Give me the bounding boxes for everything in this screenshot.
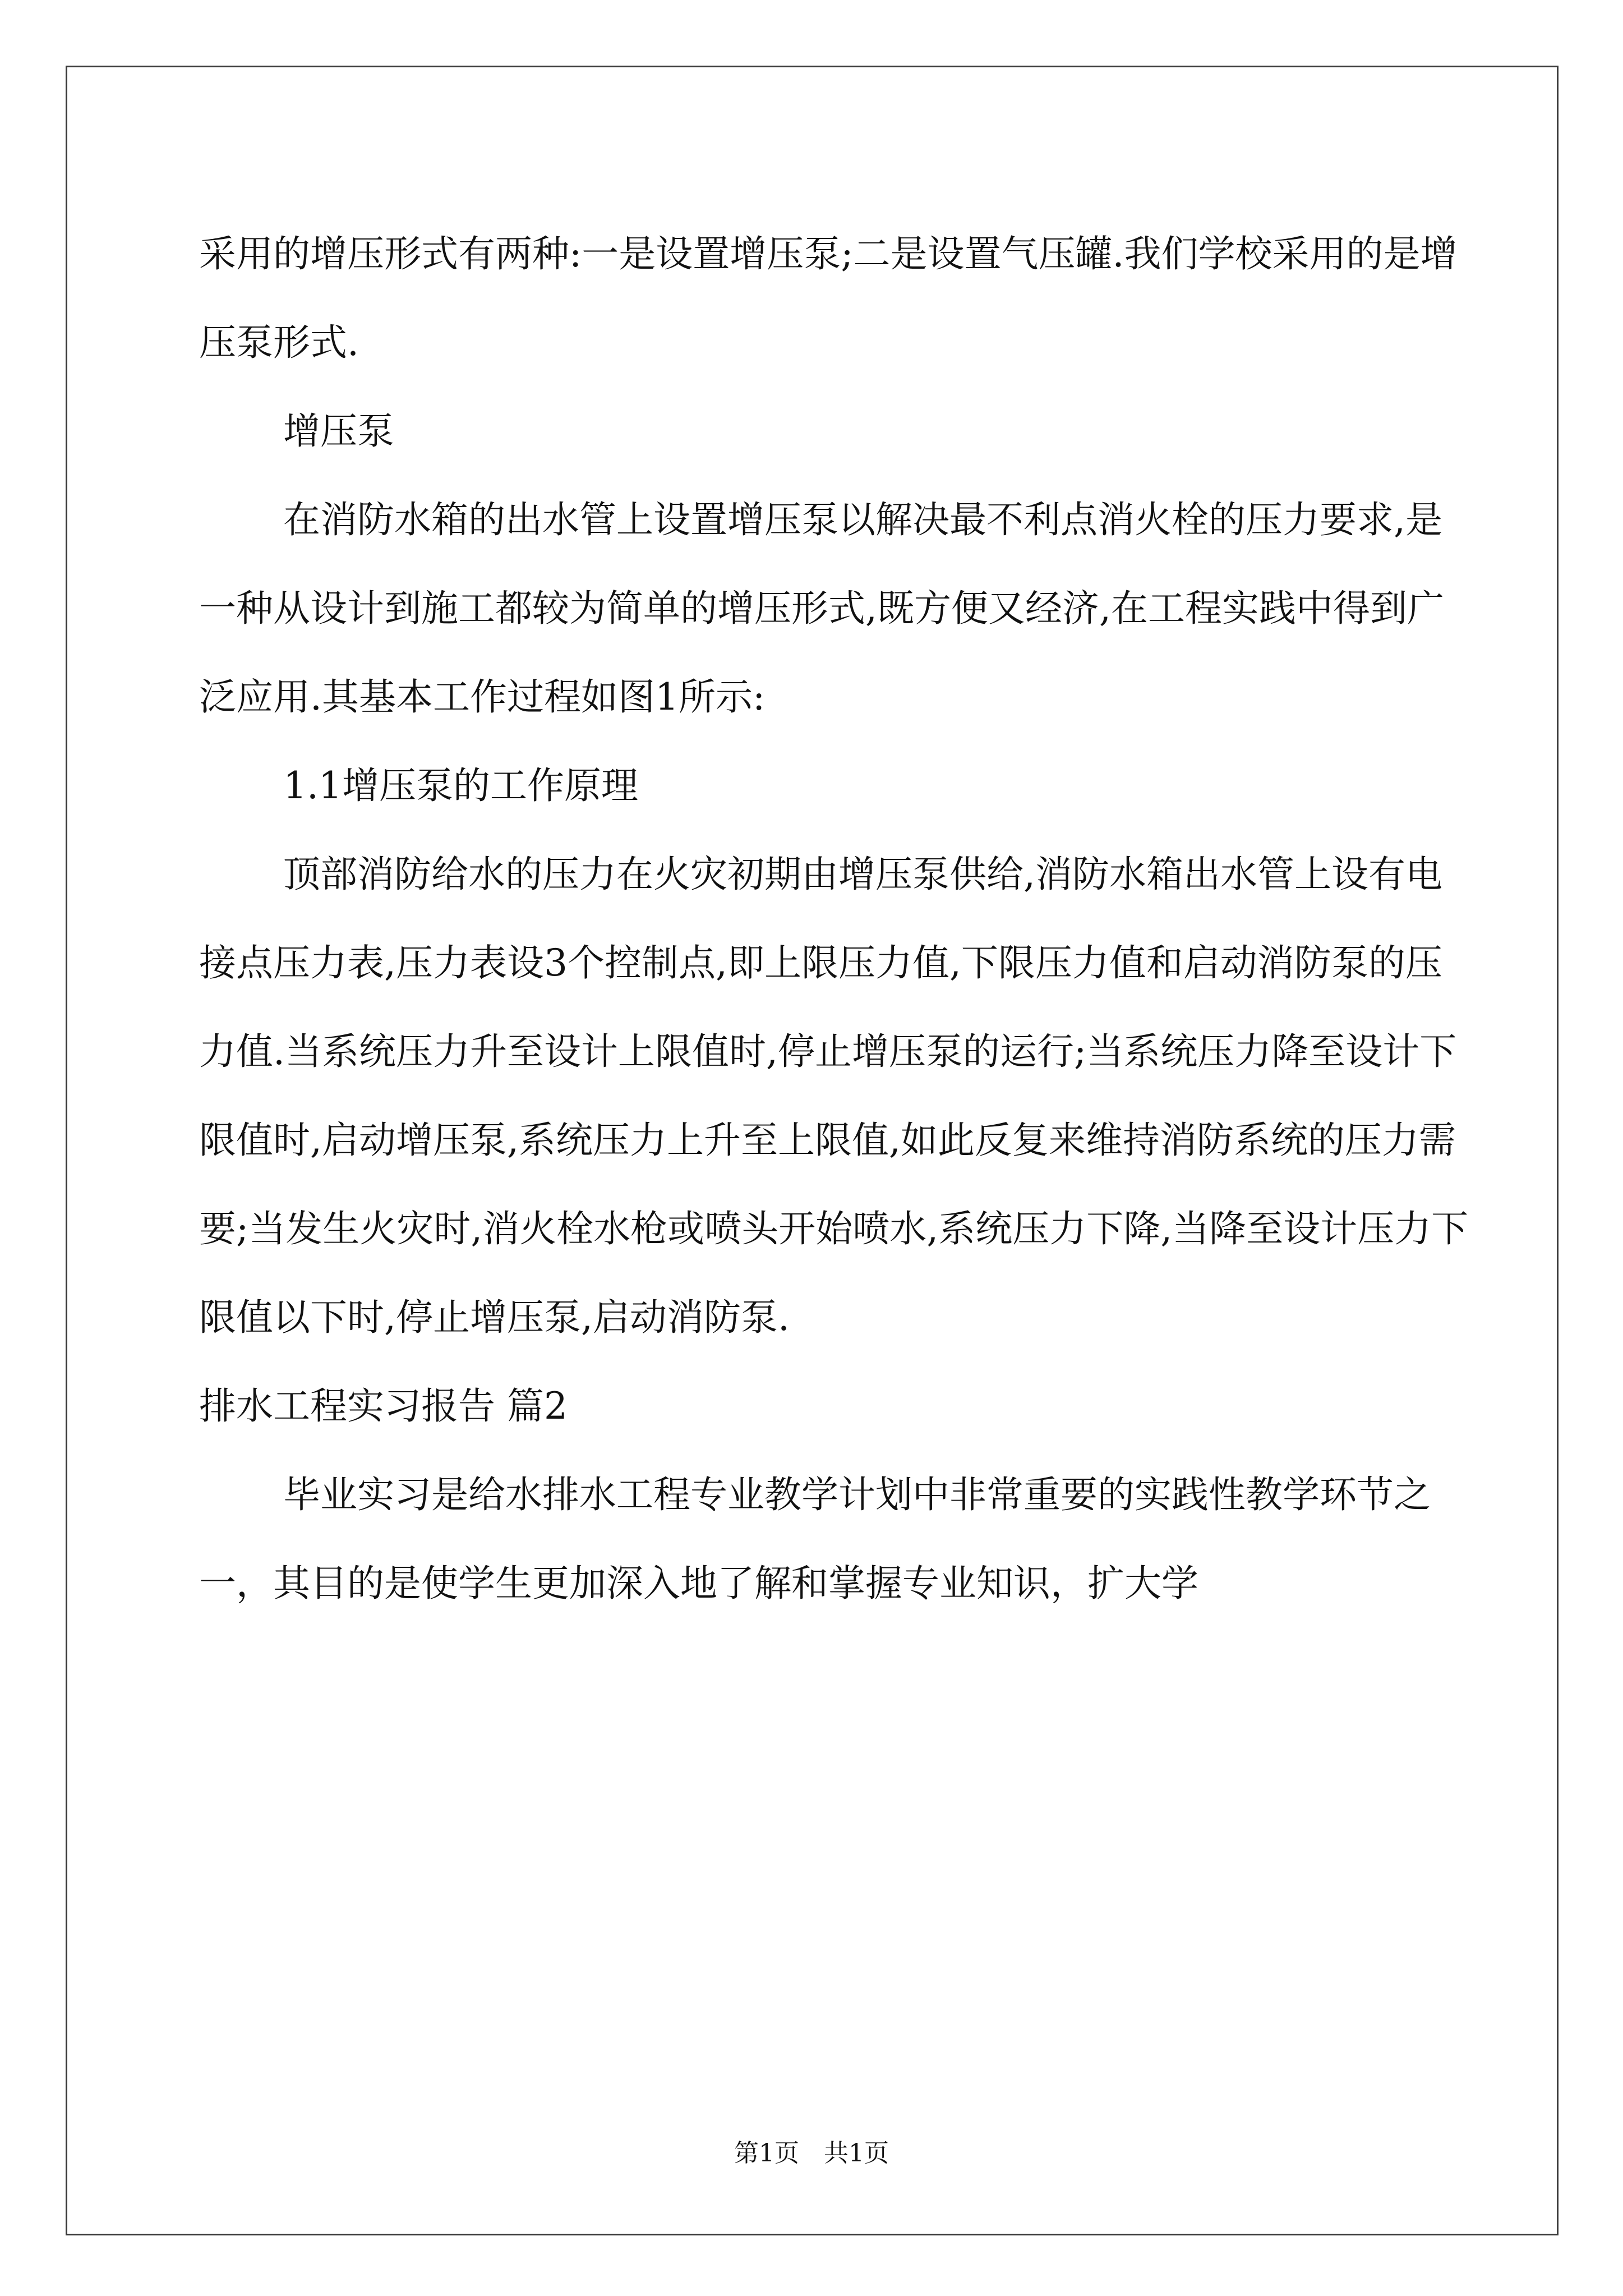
document-body xyxy=(199,210,1472,1628)
paragraph-boost-pump-intro: 在消防水箱的出水管上设置增压泵以解决最不利点消火栓的压力要求,是一种从设计到施工都较为简单的增压形式,既方便又经济,在工程实践中得到广泛应用.其基本工作过程如图1所示: xyxy=(199,498,1444,719)
paragraph-boost-forms: 采用的增压形式有两种:一是设置增压泵;二是设置气压罐.我们学校采用的是增压泵形式. xyxy=(199,232,1458,364)
heading-working-principle: 1.1增压泵的工作原理 xyxy=(283,764,638,807)
paragraph-internship-intro: 毕业实习是给水排水工程专业教学计划中非常重要的实践性教学环节之一，其目的是使学生更加深入地了解和掌握专业知识，扩大学 xyxy=(199,1473,1431,1605)
page-footer: 第1页 共1页 xyxy=(734,2139,889,2168)
paragraph-working-principle: 顶部消防给水的压力在火灾初期由增压泵供给,消防水箱出水管上设有电接点压力表,压力表设3个控制点,即上限压力值,下限压力值和启动消防泵的压 力值.当系统压力升至设计上限值时,停止增压泵的运行;当系统压力降至设计下限值时,启动增压泵,系统压力上升至上限值,如此反复来维持消防系统的压力需要;当发生火灾时,消火栓水枪或喷头开始喷水,系统压力下降,当降至设计压力下限值以下时,停止增压泵,启动消防泵. xyxy=(199,853,1469,1339)
section-title-report-2: 排水工程实习报告 篇2 xyxy=(199,1384,568,1428)
heading-boost-pump: 增压泵 xyxy=(283,409,394,453)
